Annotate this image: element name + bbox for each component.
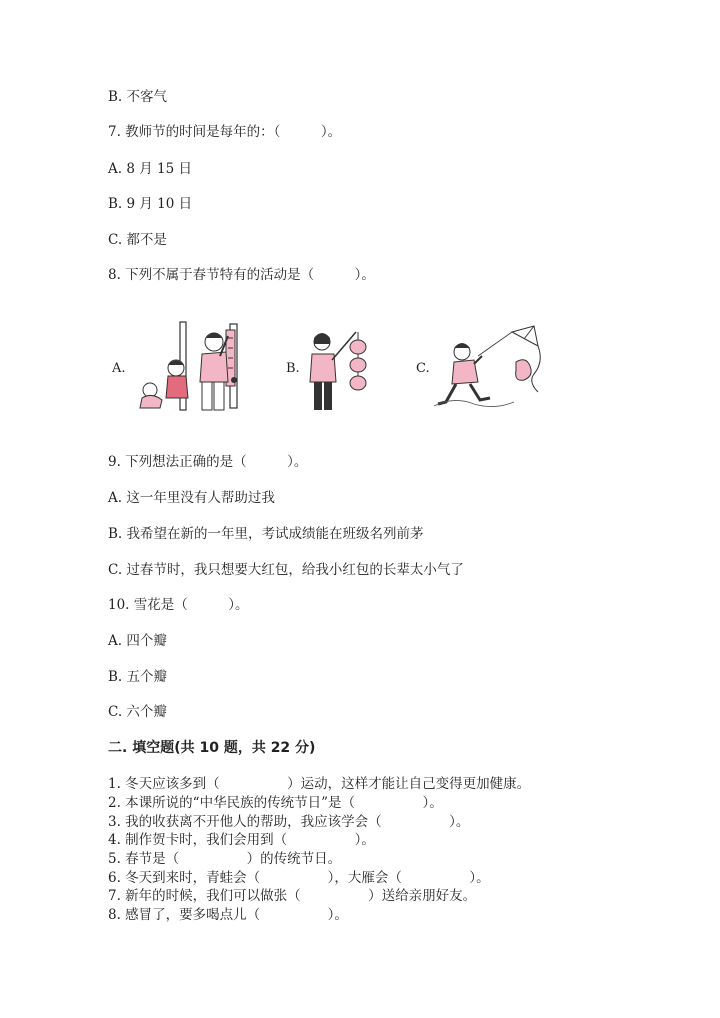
fill-item-3: 3. 我的收获离不开他人的帮助，我应该学会（ ）。 [108, 814, 470, 830]
section-heading: 二. 填空题(共 10 题，共 22 分) [108, 740, 316, 756]
q9-option-b: B. 我希望在新的一年里，考试成绩能在班级名列前茅 [108, 526, 424, 542]
q10-option-c: C. 六个瓣 [108, 704, 167, 720]
q9-option-c: C. 过春节时，我只想要大红包，给我小红包的长辈太小气了 [108, 562, 464, 578]
q8-label-b: B. [286, 361, 300, 376]
fill-item-6: 6. 冬天到来时，青蛙会（ ），大雁会（ ）。 [108, 870, 490, 886]
fill-item-5: 5. 春节是（ ）的传统节日。 [108, 851, 342, 867]
fill-item-7: 7. 新年的时候，我们可以做张（ ）送给亲朋好友。 [108, 888, 477, 904]
q6-option-b: B. 不客气 [108, 89, 168, 105]
q8-question: 8. 下列不属于春节特有的活动是（ ）。 [108, 267, 375, 283]
fill-item-2: 2. 本课所说的“中华民族的传统节日”是（ ）。 [108, 795, 443, 811]
lanterns-illustration [306, 320, 382, 412]
q9-question: 9. 下列想法正确的是（ ）。 [108, 454, 308, 470]
q7-option-c: C. 都不是 [108, 232, 167, 248]
q9-option-a: A. 这一年里没有人帮助过我 [108, 490, 275, 506]
q10-option-b: B. 五个瓣 [108, 669, 168, 685]
q10-question: 10. 雪花是（ ）。 [108, 597, 249, 613]
kite-flying-illustration [434, 322, 550, 412]
q8-label-a: A. [112, 361, 126, 376]
fill-item-4: 4. 制作贺卡时，我们会用到（ ）。 [108, 832, 375, 848]
q10-option-a: A. 四个瓣 [108, 633, 167, 649]
q7-option-b: B. 9 月 10 日 [108, 196, 193, 212]
fill-item-1: 1. 冬天应该多到（ ）运动，这样才能让自己变得更加健康。 [108, 776, 531, 792]
q7-option-a: A. 8 月 15 日 [108, 161, 192, 177]
q8-label-c: C. [416, 361, 430, 376]
q7-question: 7. 教师节的时间是每年的：（ ）。 [108, 124, 342, 140]
posting-couplets-illustration [130, 318, 248, 414]
fill-item-8: 8. 感冒了，要多喝点儿（ ）。 [108, 907, 348, 923]
